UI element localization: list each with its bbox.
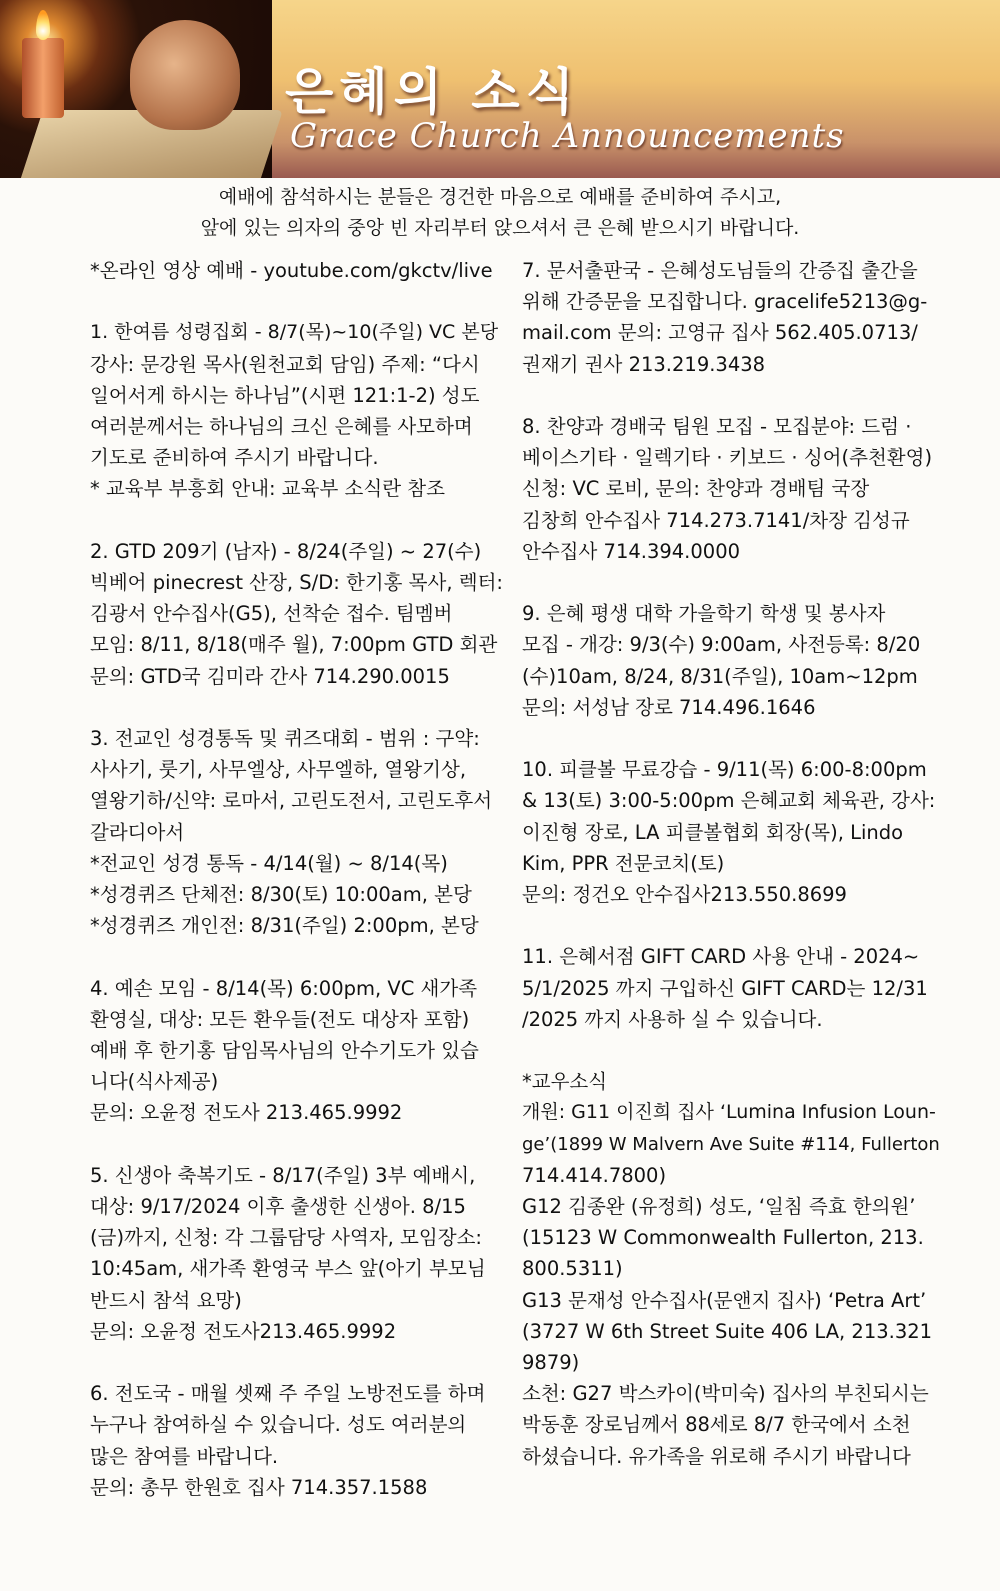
text-line: 예배 후 한기홍 담임목사님의 안수기도가 있습 [90, 1039, 479, 1063]
text-line: 문의: 서성남 장로 714.496.1646 [522, 695, 816, 719]
text-line: 환영실, 대상: 모든 환우들(전도 대상자 포함) [90, 1007, 470, 1031]
announcement-2 [90, 536, 506, 692]
text-line: 5. 신생아 축복기도 - 8/17(주일) 3부 예배시, [90, 1163, 476, 1187]
text-line: 소천: G27 박스카이(박미숙) 집사의 부친되시는 [522, 1382, 929, 1406]
intro-text [0, 182, 1000, 244]
text-line: G12 김종완 (유정희) 성도, ‘일침 즉효 한의원’ [522, 1195, 916, 1219]
text-line: 5/1/2025 까지 구입하신 GIFT CARD는 12/31 [522, 976, 928, 1000]
text-line: (15123 W Commonwealth Fullerton, 213. [522, 1226, 924, 1250]
text-line: 8. 찬양과 경배국 팀원 모집 - 모집분야: 드럼 · [522, 415, 912, 438]
announcement-9 [522, 598, 944, 723]
announcement-4 [90, 973, 506, 1129]
text-line: 많은 참여를 바랍니다. [90, 1444, 279, 1468]
text-line: 갈라디아서 [90, 820, 185, 844]
text-line: 문의: 오윤정 전도사 213.465.9992 [90, 1101, 403, 1125]
text-line: 10:45am, 새가족 환영국 부스 앞(아기 부모님 [90, 1257, 486, 1281]
text-line: 모집 - 개강: 9/3(수) 9:00am, 사전등록: 8/20 [522, 633, 921, 657]
text-line: 김창희 안수집사 714.273.7141/차장 김성규 [522, 508, 910, 532]
text-line: 위해 간증문을 모집합니다. gracelife5213@g- [522, 290, 928, 314]
left-column [90, 255, 506, 1503]
praying-hands-image [130, 20, 240, 130]
online-worship: *온라인 영상 예배 - youtube.com/gkctv/live [90, 259, 493, 282]
text-line: 강사: 문강원 목사(원천교회 담임) 주제: “다시 [90, 352, 480, 376]
text-line: (수)10am, 8/24, 8/31(주일), 10am~12pm [522, 664, 918, 688]
text-line: 7. 문서출판국 - 은혜성도님들의 간증집 출간을 [522, 259, 918, 282]
text-line: 니다(식사제공) [90, 1070, 219, 1094]
text-line: 베이스기타 · 일렉기타 · 키보드 · 싱어(추천환영) [522, 446, 933, 470]
announcement-10 [522, 754, 944, 910]
header-banner [0, 0, 1000, 178]
text-line: 개원: G11 이진희 집사 ‘Lumina Infusion Loun- [522, 1101, 936, 1124]
text-line: mail.com 문의: 고영규 집사 562.405.0713/ [522, 321, 918, 345]
text-line: 누구나 참여하실 수 있습니다. 성도 여러분의 [90, 1413, 467, 1437]
text-line: 1. 한여름 성령집회 - 8/7(목)~10(주일) VC 본당 [90, 321, 499, 344]
text-line: 대상: 9/17/2024 이후 출생한 신생아. 8/15 [90, 1195, 466, 1219]
candle-bible-photo [0, 0, 272, 178]
text-line: 반드시 참석 요망) [90, 1288, 242, 1312]
intro-line: 앞에 있는 의자의 중앙 빈 자리부터 앉으셔서 큰 은혜 받으시기 바랍니다. [200, 217, 800, 239]
text-line: 문의: 총무 한원호 집사 714.357.1588 [90, 1475, 428, 1499]
announcement-8 [522, 411, 944, 567]
text-line: 10. 피클볼 무료강습 - 9/11(목) 6:00-8:00pm [522, 758, 927, 782]
text-line: 빅베어 pinecrest 산장, S/D: 한기홍 목사, 렉터: [90, 571, 503, 594]
text-line: 김광서 안수집사(G5), 선착순 접수. 팀멤버 [90, 602, 453, 626]
text-line: 문의: 오윤정 전도사213.465.9992 [90, 1319, 397, 1343]
text-line: 800.5311) [522, 1257, 623, 1281]
text-line: (3727 W 6th Street Suite 406 LA, 213.321 [522, 1319, 933, 1343]
text-line: 9. 은혜 평생 대학 가을학기 학생 및 봉사자 [522, 602, 886, 626]
page-title-english: Grace Church Announcements [290, 116, 845, 156]
text-line: G13 문재성 안수집사(문앤지 집사) ‘Petra Art’ [522, 1288, 927, 1312]
text-line: 6. 전도국 - 매월 셋째 주 주일 노방전도를 하며 [90, 1382, 486, 1406]
text-line: 이진형 장로, LA 피클볼협회 회장(목), Lindo [522, 820, 904, 844]
announcement-11 [522, 941, 944, 1035]
text-line: *교우소식 [522, 1070, 608, 1094]
text-line: * 교육부 부흥회 안내: 교육부 소식란 참조 [90, 477, 445, 501]
flame-icon [36, 10, 50, 40]
right-column [522, 255, 944, 1472]
text-line: 신청: VC 로비, 문의: 찬양과 경배팀 국장 [522, 477, 870, 501]
text-line: *전교인 성경 통독 - 4/14(월) ~ 8/14(목) [90, 851, 448, 875]
text-line: 4. 예손 모임 - 8/14(목) 6:00pm, VC 새가족 [90, 976, 478, 1000]
text-line: & 13(토) 3:00-5:00pm 은혜교회 체육관, 강사: [522, 789, 936, 813]
text-line: 열왕기하/신약: 로마서, 고린도전서, 고린도후서 [90, 789, 493, 813]
text-line: *성경퀴즈 개인전: 8/31(주일) 2:00pm, 본당 [90, 914, 479, 938]
text-line: 권재기 권사 213.219.3438 [522, 352, 766, 376]
announcement-5 [90, 1160, 506, 1347]
candle-icon [22, 38, 64, 118]
announcement-7 [522, 255, 944, 380]
text-line: 3. 전교인 성경통독 및 퀴즈대회 - 범위 : 구약: [90, 727, 480, 750]
text-line: 714.414.7800) [522, 1163, 667, 1187]
text-line: 여러분께서는 하나님의 크신 은혜를 사모하며 [90, 415, 473, 438]
text-line: /2025 까지 사용하 실 수 있습니다. [522, 1007, 823, 1031]
text-line: *성경퀴즈 단체전: 8/30(토) 10:00am, 본당 [90, 883, 472, 907]
text-line: 하셨습니다. 유가족을 위로해 주시기 바랍니다 [522, 1444, 911, 1468]
text-line: (금)까지, 신청: 각 그룹담당 사역자, 모임장소: [90, 1226, 482, 1250]
text-line: Kim, PPR 전문코치(토) [522, 851, 725, 875]
announcement-1 [90, 317, 506, 504]
text-line: 11. 은혜서점 GIFT CARD 사용 안내 - 2024~ [522, 945, 920, 969]
text-line: ge’(1899 W Malvern Ave Suite #114, Fullerton [522, 1133, 940, 1155]
text-line: 모임: 8/11, 8/18(매주 월), 7:00pm GTD 회관 [90, 633, 498, 657]
text-line: 9879) [522, 1351, 580, 1375]
page-title-korean: 은혜의 소식 [285, 63, 580, 121]
announcement-3 [90, 723, 506, 941]
intro-line: 예배에 참석하시는 분들은 경건한 마음으로 예배를 준비하여 주시고, [218, 186, 782, 208]
text-line: 문의: GTD국 김미라 간사 714.290.0015 [90, 664, 450, 688]
announcement-6 [90, 1378, 506, 1503]
text-line: 박동훈 장로님께서 88세로 8/7 한국에서 소천 [522, 1413, 911, 1437]
text-line: 문의: 정건오 안수집사213.550.8699 [522, 883, 847, 907]
text-line: 일어서게 하시는 하나님”(시편 121:1-2) 성도 [90, 383, 480, 407]
text-line: 2. GTD 209기 (남자) - 8/24(주일) ~ 27(수) [90, 539, 482, 563]
text-line: 안수집사 714.394.0000 [522, 539, 741, 563]
text-line: 기도로 준비하여 주시기 바랍니다. [90, 446, 379, 470]
member-news [522, 1066, 944, 1472]
text-line: 사사기, 룻기, 사무엘상, 사무엘하, 열왕기상, [90, 758, 467, 782]
